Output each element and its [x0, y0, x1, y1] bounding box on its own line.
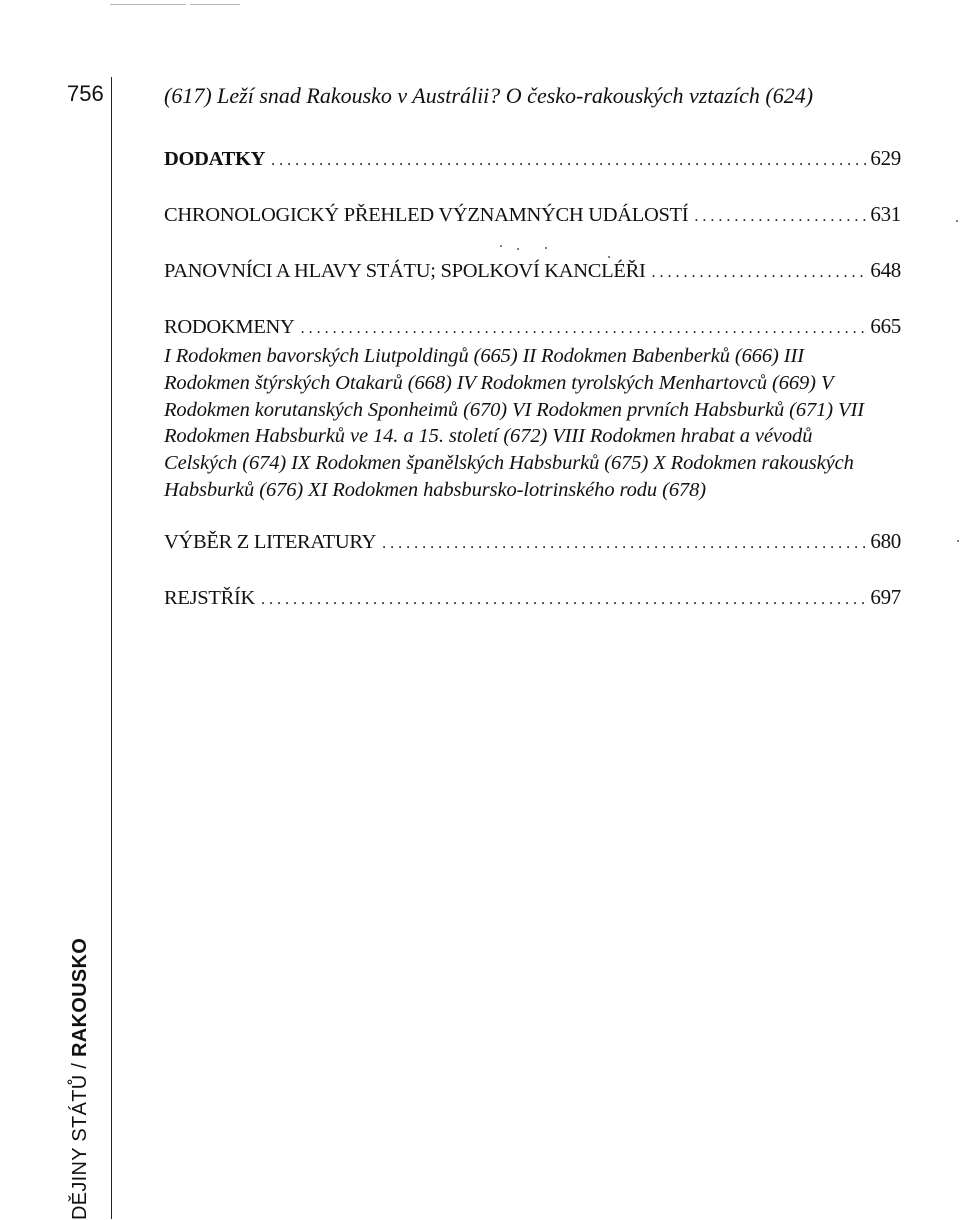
- toc-title: REJSTŘÍK: [164, 586, 256, 609]
- dot-leader: [382, 528, 868, 558]
- scan-speck: [500, 245, 502, 247]
- intro-entry: (617) Leží snad Rakousko v Austrálii? O česko-rakouských vztazích (624): [164, 83, 814, 108]
- page-number: 756: [67, 81, 104, 106]
- toc-row-panovnici: [164, 256, 901, 287]
- toc-page: 665: [870, 314, 901, 338]
- scan-artifact-line: [110, 4, 240, 6]
- toc-row-rejstrik: [164, 583, 901, 614]
- scan-speck: [957, 540, 959, 542]
- toc-title: CHRONOLOGICKÝ PŘEHLED VÝZNAMNÝCH UDÁLOSTÍ: [164, 204, 689, 226]
- toc-page: 697: [870, 584, 901, 609]
- toc-page: 648: [870, 258, 901, 282]
- dot-leader: [261, 584, 868, 614]
- toc-row-dodatky: [164, 144, 901, 175]
- toc-page: 629: [870, 146, 901, 170]
- toc-content: [164, 82, 901, 614]
- dot-leader: [694, 201, 868, 231]
- scan-speck: [545, 247, 547, 249]
- toc-title: PANOVNÍCI A HLAVY STÁTU; SPOLKOVÍ KANCLÉŘI: [164, 260, 646, 282]
- toc-page: 680: [870, 528, 901, 553]
- toc-row-literatura: [164, 527, 901, 558]
- toc-page: 631: [870, 202, 901, 226]
- margin-rule: [111, 77, 112, 1219]
- scan-speck: [517, 248, 519, 250]
- toc-row-chronologicky: [164, 200, 901, 231]
- scan-speck: [956, 220, 958, 222]
- toc-title: RODOKMENY: [164, 316, 295, 338]
- toc-row-rodokmeny: [164, 312, 901, 343]
- scan-speck: [608, 256, 610, 258]
- rodokmeny-list: I Rodokmen bavorských Liutpoldingů (665) II Rodokmen Babenberků (666) III Rodokmen štýrských Otakarů (668) IV Rodokmen tyrolských Menhartovců (669) V Rodokmen korutanských Sponheimů (670) VI Rodokmen prvních Habsburků (671) VII Rodokmen Habsburků ve 14. a 15. století (672) VIII Rodokmen hrabat a vévodů Celských (674) IX Rodokmen španělských Habsburků (675) X Rodokmen rakouských Habsburků (676) XI Rodokmen habsbursko-lotrinského rodu (678): [164, 345, 864, 501]
- running-spine-title: [67, 938, 93, 1220]
- dot-leader: [271, 145, 868, 175]
- toc-title: VÝBĚR Z LITERATURY: [164, 530, 377, 553]
- dot-leader: [652, 257, 869, 287]
- spine-emphasis: RAKOUSKO: [69, 937, 91, 1057]
- dot-leader: [301, 313, 869, 343]
- toc-title: DODATKY: [164, 148, 266, 170]
- spine-prefix: DĚJINY STÁTŮ /: [69, 1056, 91, 1220]
